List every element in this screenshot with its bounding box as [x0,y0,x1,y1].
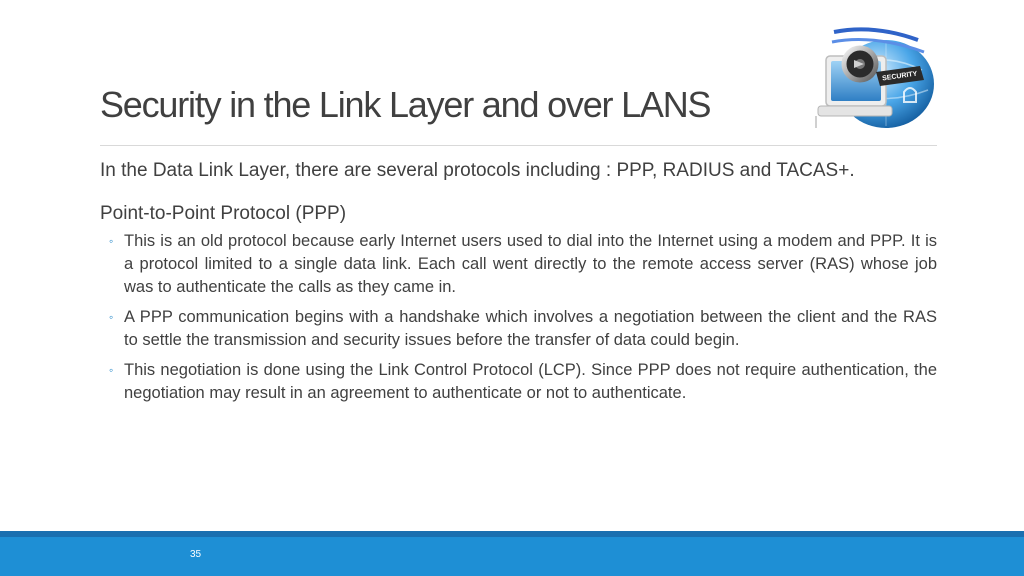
title-divider [100,145,937,146]
bullet-list [100,230,937,405]
list-item [100,230,937,299]
footer-band [0,537,1024,576]
bullet-marker-icon: ◦ [109,363,114,377]
bullet-marker-icon: ◦ [109,234,114,248]
slide-title: Security in the Link Layer and over LANS [100,84,711,125]
bullet-text: A PPP communication begins with a handshake which involves a negotiation between the client and the RAS to settle the transmission and security issues before the transfer of data could begin. [124,308,937,349]
ppp-subheading: Point-to-Point Protocol (PPP) [100,203,347,224]
page-number: 35 [190,549,202,560]
list-item [100,306,937,352]
security-lock-icon [814,22,936,132]
intro-paragraph: In the Data Link Layer, there are several protocols including : PPP, RADIUS and TACAS+. [100,160,855,181]
list-item [100,359,937,405]
slide-body [100,157,937,412]
bullet-text: This negotiation is done using the Link Control Protocol (LCP). Since PPP does not require authentication, the negotiation may result in an agreement to authenticate or not to authenticate. [124,361,937,402]
bullet-text: This is an old protocol because early Internet users used to dial into the Internet using a modem and PPP. It is a protocol limited to a single data link. Each call went directly to the remote access server (RAS) whose job was to authenticate the calls as they came in. [124,232,937,296]
svg-text:SECURITY: SECURITY [881,70,918,83]
bullet-marker-icon: ◦ [109,310,114,324]
